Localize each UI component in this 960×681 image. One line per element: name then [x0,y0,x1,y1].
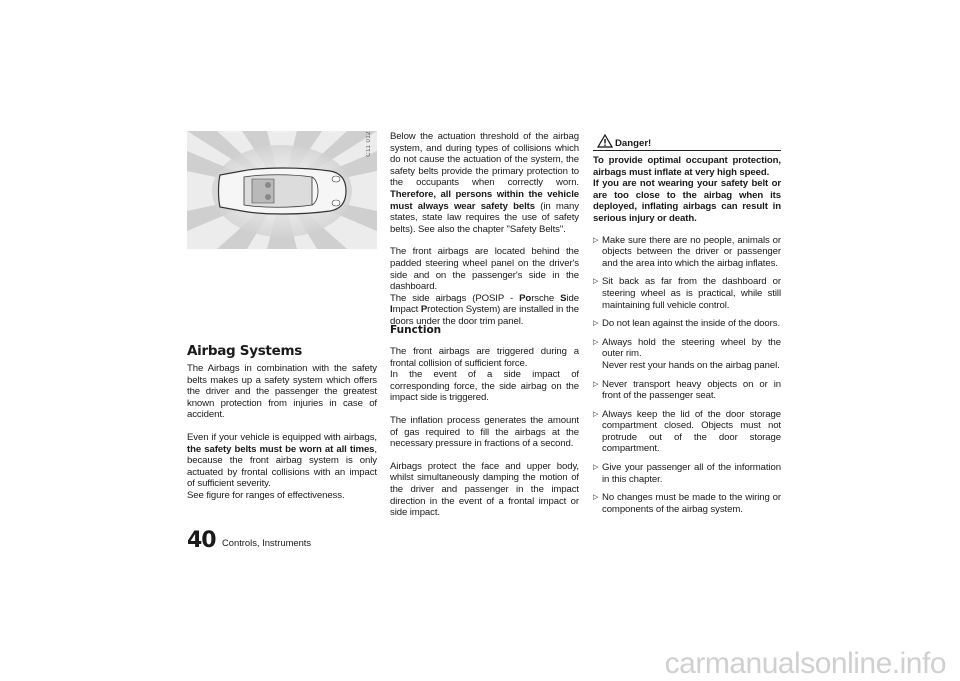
danger-label: Danger! [615,138,652,149]
front-airbag-location: The front airbags are located behind the padded steering wheel panel on the driver's side and on the passenger's side in the dashboard. [390,246,579,293]
airbag-range-figure [187,131,377,249]
list-item [593,379,781,402]
section-heading-airbag-systems: Airbag Systems [187,343,302,359]
list-item [593,318,781,330]
list-item-text: Give your passenger all of the information in this chapter. [602,462,781,485]
list-item [593,276,781,311]
list-item [593,492,781,515]
belt-requirement: Therefore, all persons within the vehicle must always wear safety belts [390,188,579,212]
function-p1: The front airbags are triggered during a frontal collision of sufficient force. [390,346,579,369]
list-item-text: Do not lean against the inside of the doors. [602,318,781,330]
list-item [593,462,781,485]
section-heading-function: Function [390,324,442,336]
figure-code: C11 012 [366,131,372,157]
figure-reference: See figure for ranges of effectiveness. [187,489,345,501]
intro-paragraph: The Airbags in combination with the safety belts makes up a safety system which offers the driver and the passenger the greatest known protection from injuries in case of accident. [187,363,377,421]
left-column [187,363,377,502]
list-item-text: Always hold the steering wheel by the outer rim. Never rest your hands on the airbag panel. [602,336,781,371]
list-item [593,235,781,270]
bullet-arrow-icon: ▷ [593,464,599,472]
belt-paragraph: Even if your vehicle is equipped with airbags, the safety belts must be worn at all times, because the front airbag system is only actuated by frontal collisions with an impact of sufficient severity. [187,431,377,490]
middle-column [390,131,579,328]
function-p3: The inflation process generates the amount of gas required to fill the airbags at the necessary pressure in fractions of a second. [390,414,579,450]
bullet-arrow-icon: ▷ [593,380,599,388]
warning-triangle-icon [597,134,613,153]
function-p2: In the event of a side impact of corresponding force, the side airbag on the impact side is triggered. [390,369,579,404]
function-p4: Airbags protect the face and upper body, whilst simultaneously damping the motion of the driver and passenger in the impact direction in the event of a frontal impact or side impact. [390,460,579,519]
list-item-text: Make sure there are no people, animals or objects between the driver or passenger and the area into which the airbag inflates. [602,234,781,269]
function-text [390,346,579,519]
list-item-text: Sit back as far from the dashboard or steering wheel as is practical, while still maintaining full vehicle control. [602,276,781,311]
danger-warning: To provide optimal occupant protection, airbags must inflate at very high speed. If you are not wearing your safety belt or are too close to the airbag when its deployed, inflating airbags can result in serious injury or death. [593,155,781,224]
side-airbag-location: The side airbags (POSIP - Porsche Side Impact Protection System) are installed in the doors under the door trim panel. [390,292,579,327]
car-top-view-illustration [187,131,377,249]
bullet-arrow-icon: ▷ [593,236,599,244]
list-item [593,337,781,372]
watermark: carmanualsonline.info [664,647,946,680]
page-number: 40 [187,528,216,553]
bullet-arrow-icon: ▷ [593,320,599,328]
bullet-arrow-icon: ▷ [593,410,599,418]
bullet-arrow-icon: ▷ [593,338,599,346]
threshold-paragraph: Below the actuation threshold of the airbag system, and during types of collisions which do not cause the actuation of the system, the safety belts provide the primary protection to the occupants when correctly worn. Therefore, all persons within the vehicle must always wear safety belts (in many states, state law requires the use of safety belts). See also the chapter "Safety Belts". [390,131,579,235]
list-item [593,409,781,455]
bullet-arrow-icon: ▷ [593,278,599,286]
belt-emphasis: the safety belts must be worn at all times [187,443,375,455]
list-item-text: No changes must be made to the wiring or components of the airbag system. [602,492,781,515]
right-column [593,155,781,522]
list-item-text: Always keep the lid of the door storage compartment closed. Objects must not protrude out of the door storage compartment. [602,408,781,455]
danger-header [593,134,781,151]
chapter-footer: Controls, Instruments [222,537,312,548]
bullet-arrow-icon: ▷ [593,494,599,502]
safety-instructions-list [593,235,781,516]
list-item-text: Never transport heavy objects on or in front of the passenger seat. [602,378,781,402]
